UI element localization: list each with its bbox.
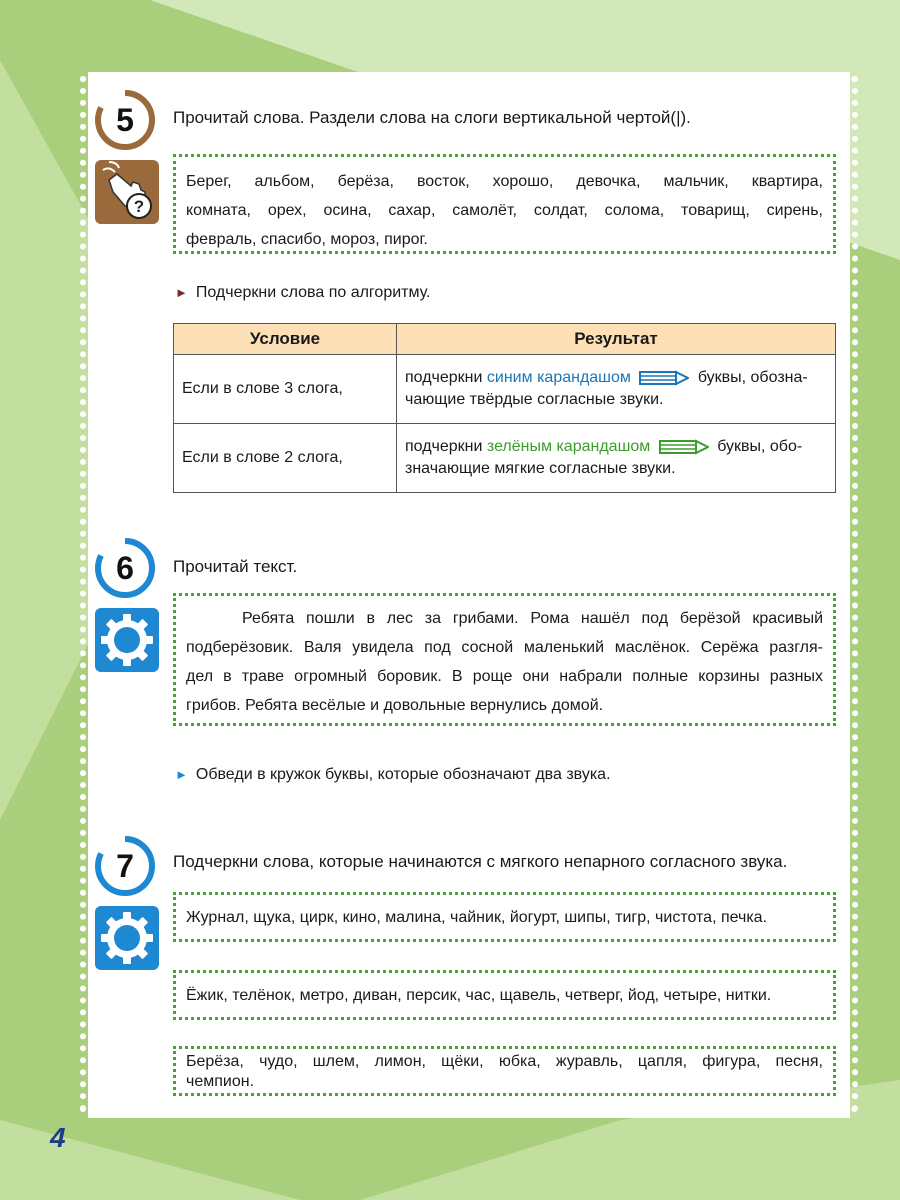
table-row	[174, 355, 836, 424]
text-line-2: подберёзовик. Валя увидела под сосной маленький маслёнок. Серёжа разгля-	[186, 639, 823, 656]
triangle-bullet-icon: ►	[175, 767, 188, 782]
green-pencil-icon	[659, 439, 709, 455]
page-number: 4	[50, 1122, 66, 1153]
exercise-7-box-3	[173, 1046, 836, 1096]
box-3-line-1: Берёза, чудо, шлем, лимон, щёки, юбка, журавль, цапля, фигура, песня,	[186, 1053, 823, 1070]
table-header-result: Результат	[397, 324, 836, 355]
exercise-6-number-badge	[95, 538, 155, 598]
exercise-6-task-text: Обведи в кружок буквы, которые обозначают два звука.	[195, 766, 611, 783]
exercise-7-box-2: Ёжик, телёнок, метро, диван, персик, час, щавель, четверг, йод, четыре, нитки.	[173, 970, 836, 1020]
green-pencil-label: зелёным карандашом	[486, 438, 651, 455]
svg-text:?: ?	[133, 197, 145, 216]
gear-icon	[95, 906, 159, 970]
result-suffix: буквы, обо-	[717, 438, 803, 455]
result-prefix: подчеркни	[405, 369, 483, 386]
exercise-5-number-badge	[95, 90, 155, 150]
table-row	[174, 424, 836, 493]
text-line-3: дел в траве огромный боровик. В роще они набрали полные корзины разных	[186, 668, 823, 685]
table-header-row	[174, 324, 836, 355]
table-cell-condition: Если в слове 3 слога,	[174, 355, 397, 424]
exercise-6-instruction: Прочитай текст.	[173, 557, 298, 576]
words-line-2: комната, орех, осина, сахар, самолёт, солдат, солома, товарищ, сирень,	[186, 202, 823, 219]
hand-pointer-question-icon	[95, 160, 159, 224]
exercise-5-words-box	[173, 154, 836, 254]
text-line-4: грибов. Ребята весёлые и довольные вернулись домой.	[186, 697, 604, 714]
table-cell-result	[397, 424, 836, 493]
exercise-6-text-box	[173, 593, 836, 726]
table-cell-result	[397, 355, 836, 424]
box-3-line-2: чемпион.	[186, 1073, 255, 1090]
exercise-5-instruction: Прочитай слова. Раздели слова на слоги вертикальной чертой(|).	[173, 108, 691, 127]
algorithm-table	[173, 323, 836, 493]
triangle-bullet-icon: ►	[175, 285, 188, 300]
exercise-7-box-1: Журнал, щука, цирк, кино, малина, чайник, йогурт, шипы, тигр, чистота, печка.	[173, 892, 836, 942]
table-header-condition: Условие	[174, 324, 397, 355]
text-line-1: Ребята пошли в лес за грибами. Рома нашёл под берёзой красивый	[242, 610, 823, 627]
gear-icon	[95, 608, 159, 672]
result-suffix: буквы, обозна-	[697, 369, 808, 386]
exercise-5-task	[175, 284, 431, 302]
words-line-3: февраль, спасибо, мороз, пирог.	[186, 231, 428, 248]
blue-pencil-icon	[639, 370, 689, 386]
exercise-5-number: 5	[116, 102, 134, 138]
result-line-2: чающие твёрдые согласные звуки.	[405, 391, 664, 408]
exercise-6-number: 6	[116, 550, 134, 586]
table-cell-condition: Если в слове 2 слога,	[174, 424, 397, 493]
exercise-6-task	[175, 766, 611, 784]
exercise-7-instruction: Подчеркни слова, которые начинаются с мягкого непарного согласного звука.	[173, 852, 788, 871]
result-prefix: подчеркни	[405, 438, 483, 455]
result-line-2: значающие мягкие согласные звуки.	[405, 460, 676, 477]
words-line-1: Берег, альбом, берёза, восток, хорошо, девочка, мальчик, квартира,	[186, 173, 823, 190]
exercise-7-number: 7	[116, 848, 134, 884]
exercise-5-task-text: Подчеркни слова по алгоритму.	[195, 284, 431, 301]
blue-pencil-label: синим карандашом	[486, 369, 631, 386]
exercise-7-number-badge	[95, 836, 155, 896]
